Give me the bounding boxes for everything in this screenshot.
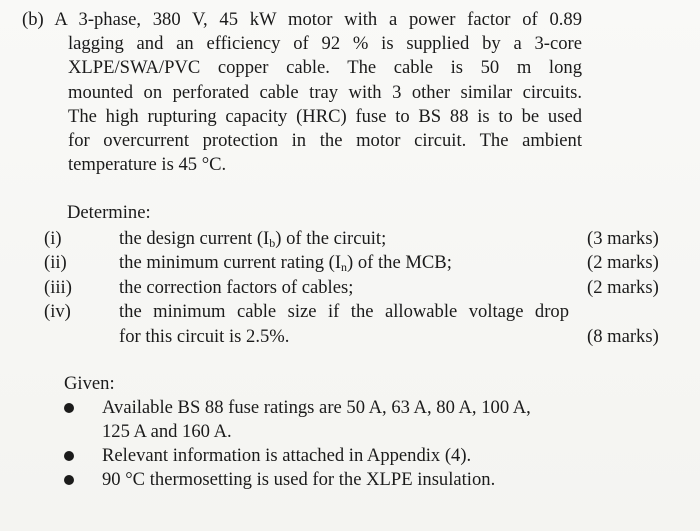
question-text: the minimum current rating $(I_n)$ of the MCB; <box>119 252 452 275</box>
question-intro-paragraph <box>22 8 582 177</box>
question-item <box>44 251 669 275</box>
determine-label: Determine: <box>67 202 151 223</box>
question-number: (iii) <box>44 276 72 298</box>
question-item <box>44 300 669 324</box>
question-text: for this circuit is 2.5%. <box>119 325 290 347</box>
given-item <box>64 468 584 492</box>
bullet-icon <box>64 403 74 413</box>
question-number: (iv) <box>44 301 71 323</box>
question-text: the design current $(I_b)$ of the circuit; <box>119 228 387 250</box>
given-item <box>64 396 584 444</box>
given-label: Given: <box>64 373 115 394</box>
question-number: (i) <box>44 228 62 249</box>
given-text: 90 °C thermosetting is used for the XLPE insulation. <box>102 469 496 490</box>
question-item <box>44 276 669 300</box>
bullet-icon <box>64 475 74 485</box>
given-list <box>64 396 584 492</box>
intro-line: temperature is 45 °C. <box>68 154 227 176</box>
intro-line: The high rupturing capacity (HRC) fuse to BS 88 is to be used <box>68 105 582 127</box>
question-marks: (2 marks) <box>587 276 659 298</box>
question-marks: (3 marks) <box>587 228 659 249</box>
intro-line: XLPE/SWA/PVC copper cable. The cable is 50 m long <box>68 57 582 79</box>
intro-line: mounted on perforated cable tray with 3 other similar circuits. <box>68 81 582 103</box>
question-list <box>44 227 669 349</box>
given-text: Relevant information is attached in Appendix (4). <box>102 445 472 466</box>
question-marks: (8 marks) <box>587 325 659 347</box>
question-text: the minimum cable size if the allowable voltage drop <box>119 301 569 323</box>
question-text: the correction factors of cables; <box>119 276 354 298</box>
given-text: 125 A and 160 A. <box>102 421 232 442</box>
question-marks: (2 marks) <box>587 252 659 274</box>
given-item <box>64 444 584 468</box>
question-number: (ii) <box>44 252 67 274</box>
intro-first-line: (b) A 3-phase, 380 V, 45 kW motor with a power factor of 0.89 <box>22 9 582 30</box>
question-item <box>44 227 669 251</box>
bullet-icon <box>64 451 74 461</box>
intro-line: for overcurrent protection in the motor circuit. The ambient <box>68 130 582 152</box>
question-item-continuation <box>44 325 669 349</box>
given-text: Available BS 88 fuse ratings are 50 A, 63 A, 80 A, 100 A, <box>102 397 531 418</box>
intro-line: lagging and an efficiency of 92 % is supplied by a 3-core <box>68 33 582 55</box>
